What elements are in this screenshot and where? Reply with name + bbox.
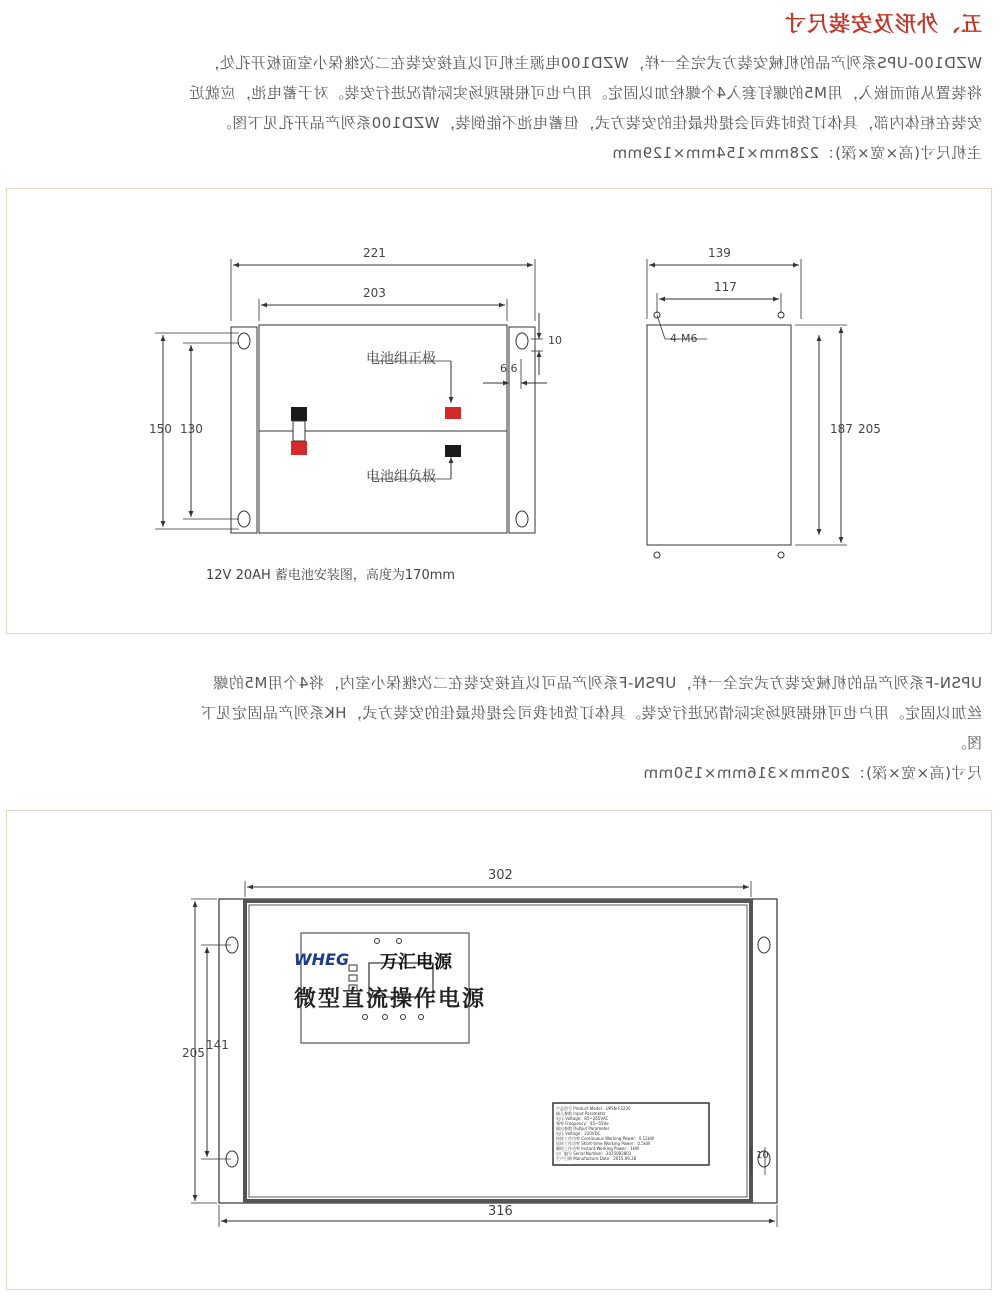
front-view — [155, 259, 547, 533]
dim-187: 187 — [830, 422, 853, 436]
label-negative-pole: 电池组负极 — [366, 469, 436, 485]
dim-6-6: 6.6 — [500, 362, 518, 375]
nameplate-line: 输入参数 Input Parameter — [556, 1111, 606, 1116]
nameplate-line: 出厂编号 Serial Number：2015092801 — [556, 1151, 632, 1156]
dim-10-small: 10 — [756, 1150, 769, 1161]
section-title: 五、外形及安装尺寸 — [784, 12, 982, 36]
intro-paragraph-1 — [12, 48, 982, 168]
nameplate-line: 产品型号 Product Model：UPSN-F2220 — [556, 1106, 631, 1111]
label-4-m6: 4-M6 — [670, 332, 698, 345]
nameplate-line: 生产日期 Manufacture Date：2015.09.28 — [556, 1156, 637, 1161]
dim-221: 221 — [363, 246, 386, 260]
nameplate-line: 频率 Frequency：45~55Hz — [556, 1121, 609, 1126]
nameplate-line: 电压 Voltage：220VDC — [556, 1131, 601, 1136]
control-panel-outline — [301, 933, 469, 1043]
terminal-negative-top — [291, 407, 307, 421]
dim-302: 302 — [488, 868, 513, 883]
dim-117: 117 — [714, 280, 737, 294]
dim-205: 205 — [182, 1046, 205, 1060]
diagram-panel-2 — [6, 810, 992, 1290]
unit-installation-diagram — [7, 811, 991, 1289]
brand-logo: WHEG — [294, 950, 350, 969]
terminal-positive-bottom — [291, 441, 307, 455]
label-positive-pole: 电池组正极 — [366, 351, 436, 367]
nameplate-line: 短时工作功率 Short-time Working Power：0.5kW — [556, 1141, 651, 1146]
product-name: 微型直流操作电源 — [294, 987, 487, 1012]
dim-316: 316 — [488, 1204, 513, 1219]
diagram-panel-1 — [6, 188, 992, 634]
intro-1-line-1: WZD100-UPS系列产品的机械安装方式完全一样，WZD100电源主机可以直接安装在二次继保小室面板开孔处， — [203, 54, 982, 72]
dim-141: 141 — [206, 1038, 229, 1052]
dim-10: 10 — [548, 334, 562, 347]
nameplate — [553, 1103, 709, 1165]
nameplate-line: 输出参数 Output Parameter — [556, 1126, 610, 1131]
intro-1-line-4: 主机尺寸(高×宽×深)：228mm×154mm×129mm — [611, 144, 982, 162]
lcd-display — [369, 963, 433, 997]
terminal-positive — [445, 407, 461, 419]
terminal-negative — [445, 445, 461, 457]
dim-203: 203 — [363, 286, 386, 300]
dim-130: 130 — [180, 422, 203, 436]
dim-205-side: 205 — [858, 422, 881, 436]
intro-paragraph-2 — [12, 668, 982, 788]
intro-2-line-1: UPSN-F系列产品的机械安装方式完全一样，UPSN-F系列产品可以直接安装在二次继保小室内，将4个用M5的螺 — [212, 674, 982, 692]
intro-2-line-2: 丝加以固定。用户也可根据现场实际情况进行安装。具体订货时我司会提供最佳的安装方式，HK系列产品固定见下 — [200, 704, 982, 722]
side-view — [647, 259, 847, 558]
battery-installation-diagram — [7, 189, 991, 633]
dim-150: 150 — [149, 422, 172, 436]
nameplate-line: 持续工作功率 Continuous Working Power：0.12kW — [556, 1136, 654, 1141]
intro-1-line-3: 安装在柜体内部，具体订货时我司会提供最佳的安装方式，但蓄电池不能倒装，WZD100系列产品开孔见下图。 — [216, 114, 982, 132]
diagram-1-caption: 12V 20AH 蓄电池安装图，高度为170mm — [206, 568, 456, 583]
brand-name: 万汇电源 — [380, 952, 452, 973]
intro-2-line-4: 尺寸(高×宽×深)：205mm×316mm×150mm — [642, 764, 982, 782]
intro-2-line-3: 图。 — [950, 734, 982, 752]
nameplate-line: 瞬时工作功率 Instant Working Power：1kW — [556, 1146, 639, 1151]
nameplate-line: 电压 Voltage：85~265VAC — [556, 1116, 609, 1121]
dim-139: 139 — [708, 246, 731, 260]
intro-1-line-2: 将装置从前而嵌入，用M5的螺钉套入4个螺栓加以固定。用户也可根据现场实际情况进行安装。对于蓄电池，应就近 — [188, 84, 982, 102]
